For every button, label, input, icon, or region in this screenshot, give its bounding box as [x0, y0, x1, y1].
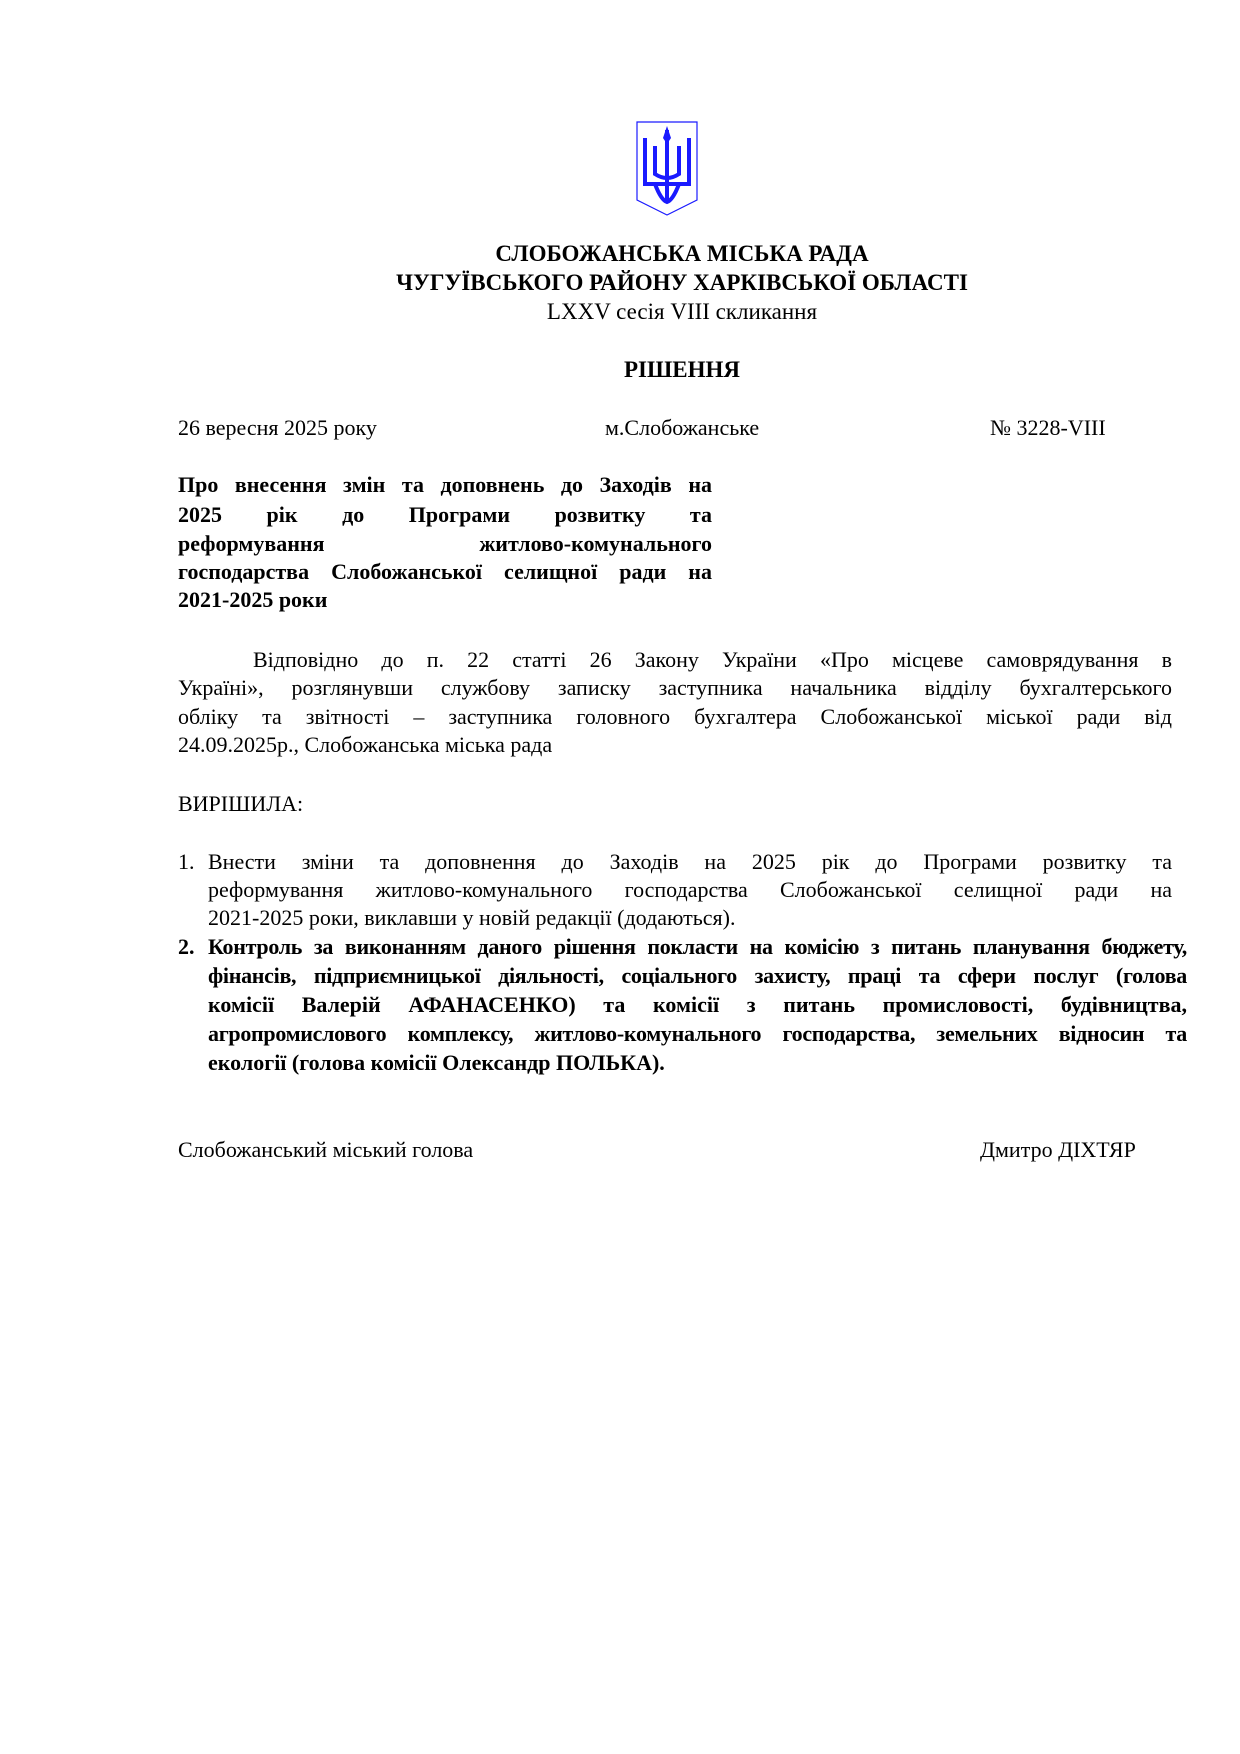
- subject-line: 2021-2025 роки: [178, 587, 328, 612]
- preamble-line: Відповідно до п. 22 статті 26 Закону України «Про місцеве самоврядування в: [253, 647, 1172, 672]
- item-line: екології (голова комісії Олександр ПОЛЬКА).: [208, 1050, 665, 1075]
- preamble-line: обліку та звітності – заступника головного бухгалтера Слобожанської міської ради від: [178, 704, 1172, 729]
- item-line: Контроль за виконанням даного рішення покласти на комісію з питань планування бюджету,: [208, 934, 1187, 959]
- coat-of-arms-icon: [635, 120, 699, 217]
- document-type: РІШЕННЯ: [624, 357, 740, 382]
- item-line: реформування житлово-комунального господарства Слобожанської селищної ради на: [208, 877, 1172, 902]
- item-number: 2.: [178, 934, 195, 959]
- council-name: СЛОБОЖАНСЬКА МІСЬКА РАДА: [495, 241, 869, 266]
- preamble-line: 24.09.2025р., Слобожанська міська рада: [178, 732, 553, 757]
- subject-line: Про внесення змін та доповнень до Заходів на: [178, 472, 712, 497]
- signature-position: Слобожанський міський голова: [178, 1137, 474, 1162]
- item-line: фінансів, підприємницької діяльності, соціального захисту, праці та сфери послуг (голова: [208, 963, 1187, 988]
- decision-number: № 3228-VIII: [990, 415, 1106, 440]
- district-name: ЧУГУЇВСЬКОГО РАЙОНУ ХАРКІВСЬКОЇ ОБЛАСТІ: [396, 270, 968, 295]
- item-line: агропромислового комплексу, житлово-комунального господарства, земельних відносин та: [208, 1021, 1187, 1046]
- subject-line: господарства Слобожанської селищної ради на: [178, 559, 712, 584]
- signature-name: Дмитро ДІХТЯР: [980, 1137, 1136, 1162]
- item-line: комісії Валерій АФАНАСЕНКО) та комісії з питань промисловості, будівництва,: [208, 992, 1187, 1017]
- item-line: 2021-2025 роки, виклавши у новій редакції (додаються).: [208, 905, 736, 930]
- preamble-line: Україні», розглянувши службову записку заступника начальника відділу бухгалтерського: [178, 675, 1172, 700]
- resolved-heading: ВИРІШИЛА:: [178, 791, 304, 816]
- decision-date: 26 вересня 2025 року: [178, 415, 377, 440]
- decision-place: м.Слобожанське: [605, 415, 760, 440]
- item-line: Внести зміни та доповнення до Заходів на 2025 рік до Програми розвитку та: [208, 849, 1172, 874]
- session-label: LXXV сесія VIII скликання: [546, 299, 818, 324]
- item-number: 1.: [178, 849, 195, 874]
- subject-line: 2025 рік до Програми розвитку та: [178, 502, 712, 527]
- subject-line: реформування житлово-комунального: [178, 531, 712, 556]
